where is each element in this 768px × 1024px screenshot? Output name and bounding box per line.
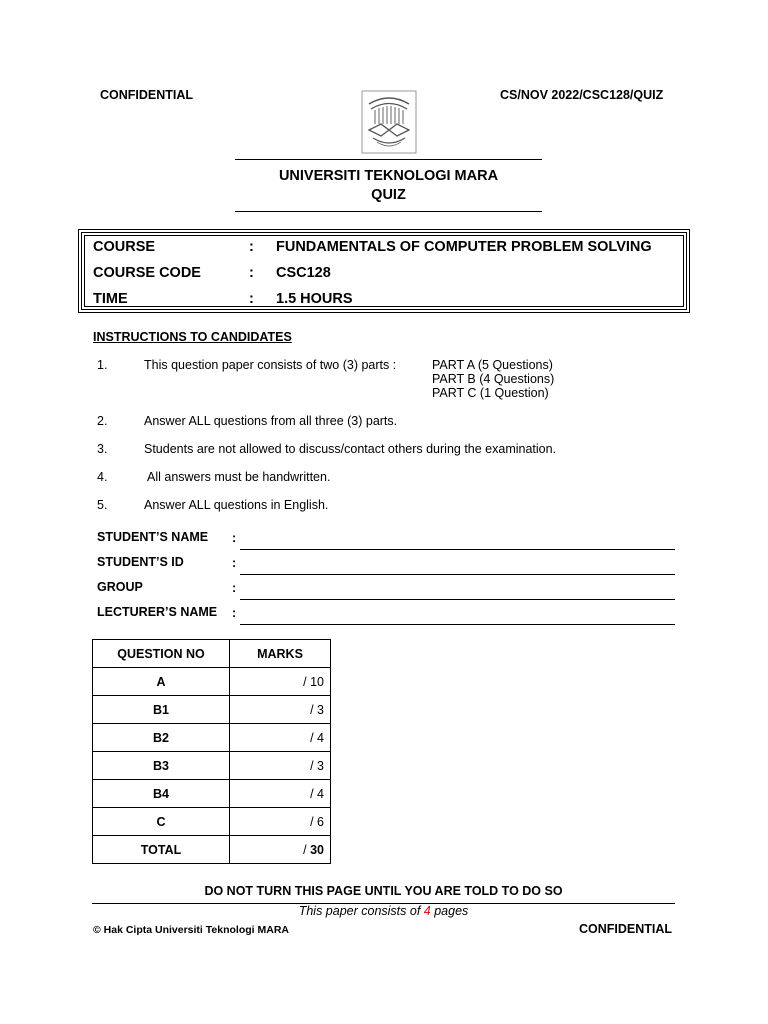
part-a-count: PART A (5 Questions) bbox=[432, 358, 553, 372]
course-label: COURSE bbox=[93, 239, 156, 255]
do-not-turn-warning: DO NOT TURN THIS PAGE UNTIL YOU ARE TOLD TO DO SO bbox=[204, 884, 563, 898]
pages-prefix: This paper consists of bbox=[298, 904, 424, 918]
question-no: B1 bbox=[93, 696, 230, 724]
lecturer-name-sep: : bbox=[232, 606, 237, 620]
marks-value[interactable]: / 3 bbox=[230, 752, 331, 780]
marks-value[interactable]: / 4 bbox=[230, 780, 331, 808]
instruction-text-3: Students are not allowed to discuss/contact others during the examination. bbox=[144, 442, 557, 456]
course-code-sep: : bbox=[249, 265, 254, 281]
table-row bbox=[93, 724, 331, 752]
course-value: FUNDAMENTALS OF COMPUTER PROBLEM SOLVING bbox=[276, 239, 652, 255]
marks-value[interactable]: / 3 bbox=[230, 696, 331, 724]
instructions-heading: INSTRUCTIONS TO CANDIDATES bbox=[93, 330, 292, 344]
student-id-sep: : bbox=[232, 556, 237, 570]
question-no: A bbox=[93, 668, 230, 696]
instruction-text-4: All answers must be handwritten. bbox=[147, 470, 331, 484]
instruction-num-5: 5. bbox=[97, 498, 108, 512]
table-header-row bbox=[93, 640, 331, 668]
header-confidential: CONFIDENTIAL bbox=[100, 88, 194, 102]
table-row bbox=[93, 696, 331, 724]
marks-value[interactable]: / 6 bbox=[230, 808, 331, 836]
group-sep: : bbox=[232, 581, 237, 595]
total-marks[interactable] bbox=[230, 836, 331, 864]
group-label: GROUP bbox=[97, 580, 143, 594]
time-sep: : bbox=[249, 291, 254, 307]
lecturer-name-label: LECTURER’S NAME bbox=[97, 605, 218, 619]
instruction-text-2: Answer ALL questions from all three (3) parts. bbox=[144, 414, 398, 428]
instruction-text-1: This question paper consists of two (3) parts : bbox=[144, 358, 397, 372]
header-question-no: QUESTION NO bbox=[93, 640, 230, 668]
footer-confidential: CONFIDENTIAL bbox=[579, 922, 673, 936]
header-marks: MARKS bbox=[230, 640, 331, 668]
student-id-label: STUDENT’S ID bbox=[97, 555, 184, 569]
instruction-text-5: Answer ALL questions in English. bbox=[144, 498, 329, 512]
total-label: TOTAL bbox=[93, 836, 230, 864]
lecturer-name-line[interactable] bbox=[240, 624, 675, 625]
question-no: B2 bbox=[93, 724, 230, 752]
marks-value[interactable]: / 10 bbox=[230, 668, 331, 696]
pages-suffix: pages bbox=[430, 904, 469, 918]
page-count-note bbox=[92, 904, 675, 918]
total-value: 30 bbox=[310, 842, 324, 857]
total-prefix: / bbox=[303, 842, 311, 857]
time-value: 1.5 HOURS bbox=[276, 291, 353, 307]
group-line[interactable] bbox=[240, 599, 675, 600]
table-total-row bbox=[93, 836, 331, 864]
student-name-label: STUDENT’S NAME bbox=[97, 530, 209, 544]
course-code-label: COURSE CODE bbox=[93, 265, 201, 281]
student-name-line[interactable] bbox=[240, 549, 675, 550]
part-b-count: PART B (4 Questions) bbox=[432, 372, 555, 386]
instruction-num-3: 3. bbox=[97, 442, 108, 456]
title-rule-top bbox=[235, 159, 542, 160]
paper-type: QUIZ bbox=[371, 187, 406, 203]
table-row bbox=[93, 752, 331, 780]
table-row bbox=[93, 668, 331, 696]
question-no: C bbox=[93, 808, 230, 836]
course-sep: : bbox=[249, 239, 254, 255]
instruction-num-2: 2. bbox=[97, 414, 108, 428]
student-id-line[interactable] bbox=[240, 574, 675, 575]
uitm-crest-icon bbox=[361, 90, 417, 154]
student-name-sep: : bbox=[232, 531, 237, 545]
copyright-notice: © Hak Cipta Universiti Teknologi MARA bbox=[93, 924, 289, 936]
title-rule-bottom bbox=[235, 211, 542, 212]
instruction-num-1: 1. bbox=[97, 358, 108, 372]
university-name: UNIVERSITI TEKNOLOGI MARA bbox=[278, 168, 499, 184]
part-c-count: PART C (1 Question) bbox=[432, 386, 549, 400]
time-label: TIME bbox=[93, 291, 128, 307]
marks-table bbox=[92, 639, 331, 864]
question-no: B4 bbox=[93, 780, 230, 808]
pages-count: 4 bbox=[423, 904, 431, 918]
header-paper-code: CS/NOV 2022/CSC128/QUIZ bbox=[500, 88, 664, 102]
instruction-num-4: 4. bbox=[97, 470, 108, 484]
question-no: B3 bbox=[93, 752, 230, 780]
marks-value[interactable]: / 4 bbox=[230, 724, 331, 752]
course-code-value: CSC128 bbox=[276, 265, 331, 281]
table-row bbox=[93, 780, 331, 808]
table-row bbox=[93, 808, 331, 836]
